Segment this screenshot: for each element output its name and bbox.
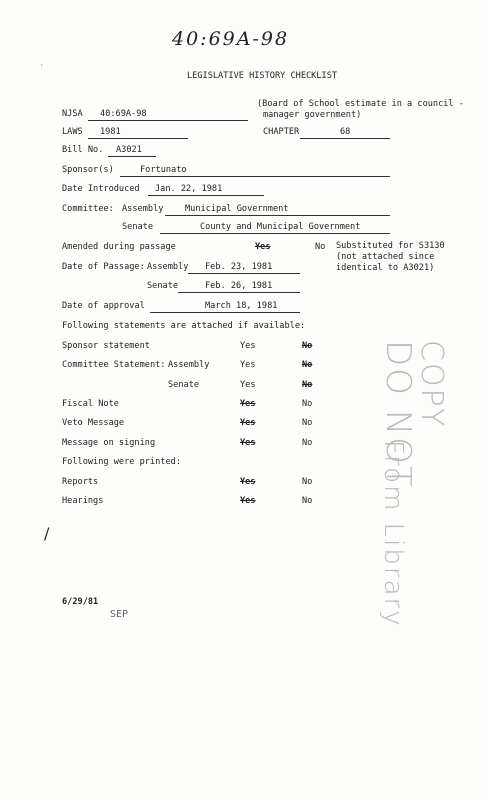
side-stamp-2: From Library [378, 440, 408, 628]
approval-underline [150, 312, 300, 313]
printed-heading: Following were printed: [62, 457, 181, 467]
committee-statement-assembly: Assembly [168, 360, 210, 370]
committee-senate-underline [160, 233, 390, 234]
hearings-yes: Yes [240, 496, 256, 506]
message-signing-no: No [302, 438, 313, 448]
chapter-value: 68 [340, 127, 351, 137]
substituted-line-3: identical to A3021) [336, 263, 435, 273]
substituted-line-1: Substituted for S3130 [336, 241, 445, 251]
reports-label: Reports [62, 477, 99, 487]
bill-label: Bill No. [62, 145, 104, 155]
stray-mark: · [40, 62, 44, 69]
side-stamp-3: COPY [414, 340, 449, 429]
passage-senate-label: Senate [147, 281, 179, 291]
page-title: LEGISLATIVE HISTORY CHECKLIST [187, 71, 338, 81]
passage-assembly-value: Feb. 23, 1981 [205, 262, 273, 272]
committee-assembly-label: Assembly [122, 204, 164, 214]
passage-senate-value: Feb. 26, 1981 [205, 281, 273, 291]
bill-underline [108, 156, 156, 157]
passage-senate-underline [178, 292, 300, 293]
footer-stamp: SEP [110, 609, 129, 620]
statements-heading: Following statements are attached if available: [62, 321, 306, 331]
approval-label: Date of approval [62, 301, 145, 311]
veto-message-label: Veto Message [62, 418, 125, 428]
message-signing-yes: Yes [240, 438, 256, 448]
fiscal-note-yes: Yes [240, 399, 256, 409]
passage-assembly-underline [188, 273, 300, 274]
message-signing-label: Message on signing [62, 438, 156, 448]
amended-label: Amended during passage [62, 242, 176, 252]
approval-value: March 18, 1981 [205, 301, 278, 311]
handwritten-number: 40:69A-98 [172, 28, 290, 50]
hearings-label: Hearings [62, 496, 104, 506]
committee-statement-senate-no: No [302, 380, 313, 390]
committee-statement-senate-yes: Yes [240, 380, 256, 390]
sponsor-statement-label: Sponsor statement [62, 341, 150, 351]
committee-statement-label: Committee Statement: [62, 360, 166, 370]
committee-label: Committee: [62, 204, 114, 214]
njsa-label: NJSA [62, 109, 83, 119]
committee-statement-assembly-yes: Yes [240, 360, 256, 370]
laws-value: 1981 [100, 127, 121, 137]
bill-value: A3021 [116, 145, 142, 155]
sponsor-statement-yes: Yes [240, 341, 256, 351]
njsa-value: 40:69A-98 [100, 109, 147, 119]
reports-no: No [302, 477, 313, 487]
committee-statement-senate: Senate [168, 380, 200, 390]
passage-label: Date of Passage: [62, 262, 145, 272]
passage-assembly-label: Assembly [147, 262, 189, 272]
njsa-note-2: manager government) [263, 110, 362, 120]
date-introduced-value: Jan. 22, 1981 [155, 184, 223, 194]
margin-mark: / [44, 524, 50, 543]
sponsors-value: Fortunato [140, 165, 187, 175]
fiscal-note-label: Fiscal Note [62, 399, 119, 409]
veto-message-no: No [302, 418, 313, 428]
side-stamp-1: DO NOT [378, 340, 418, 489]
footer-date: 6/29/81 [62, 597, 99, 607]
laws-underline [88, 138, 188, 139]
date-introduced-underline [148, 195, 264, 196]
veto-message-yes: Yes [240, 418, 256, 428]
sponsors-underline [120, 176, 390, 177]
njsa-note-1: (Board of School estimate in a council - [257, 99, 464, 109]
substituted-line-2: (not attached since [336, 252, 435, 262]
chapter-label: CHAPTER [263, 127, 300, 137]
laws-label: LAWS [62, 127, 83, 137]
njsa-underline [88, 120, 248, 121]
reports-yes: Yes [240, 477, 256, 487]
hearings-no: No [302, 496, 313, 506]
amended-no: No [315, 242, 326, 252]
chapter-underline [300, 138, 390, 139]
date-introduced-label: Date Introduced [62, 184, 140, 194]
committee-assembly-underline [165, 215, 390, 216]
amended-yes: Yes [255, 242, 271, 252]
committee-statement-assembly-no: No [302, 360, 313, 370]
fiscal-note-no: No [302, 399, 313, 409]
committee-senate-value: County and Municipal Government [200, 222, 361, 232]
sponsor-statement-no: No [302, 341, 313, 351]
sponsors-label: Sponsor(s) [62, 165, 114, 175]
committee-assembly-value: Municipal Government [185, 204, 289, 214]
committee-senate-label: Senate [122, 222, 154, 232]
